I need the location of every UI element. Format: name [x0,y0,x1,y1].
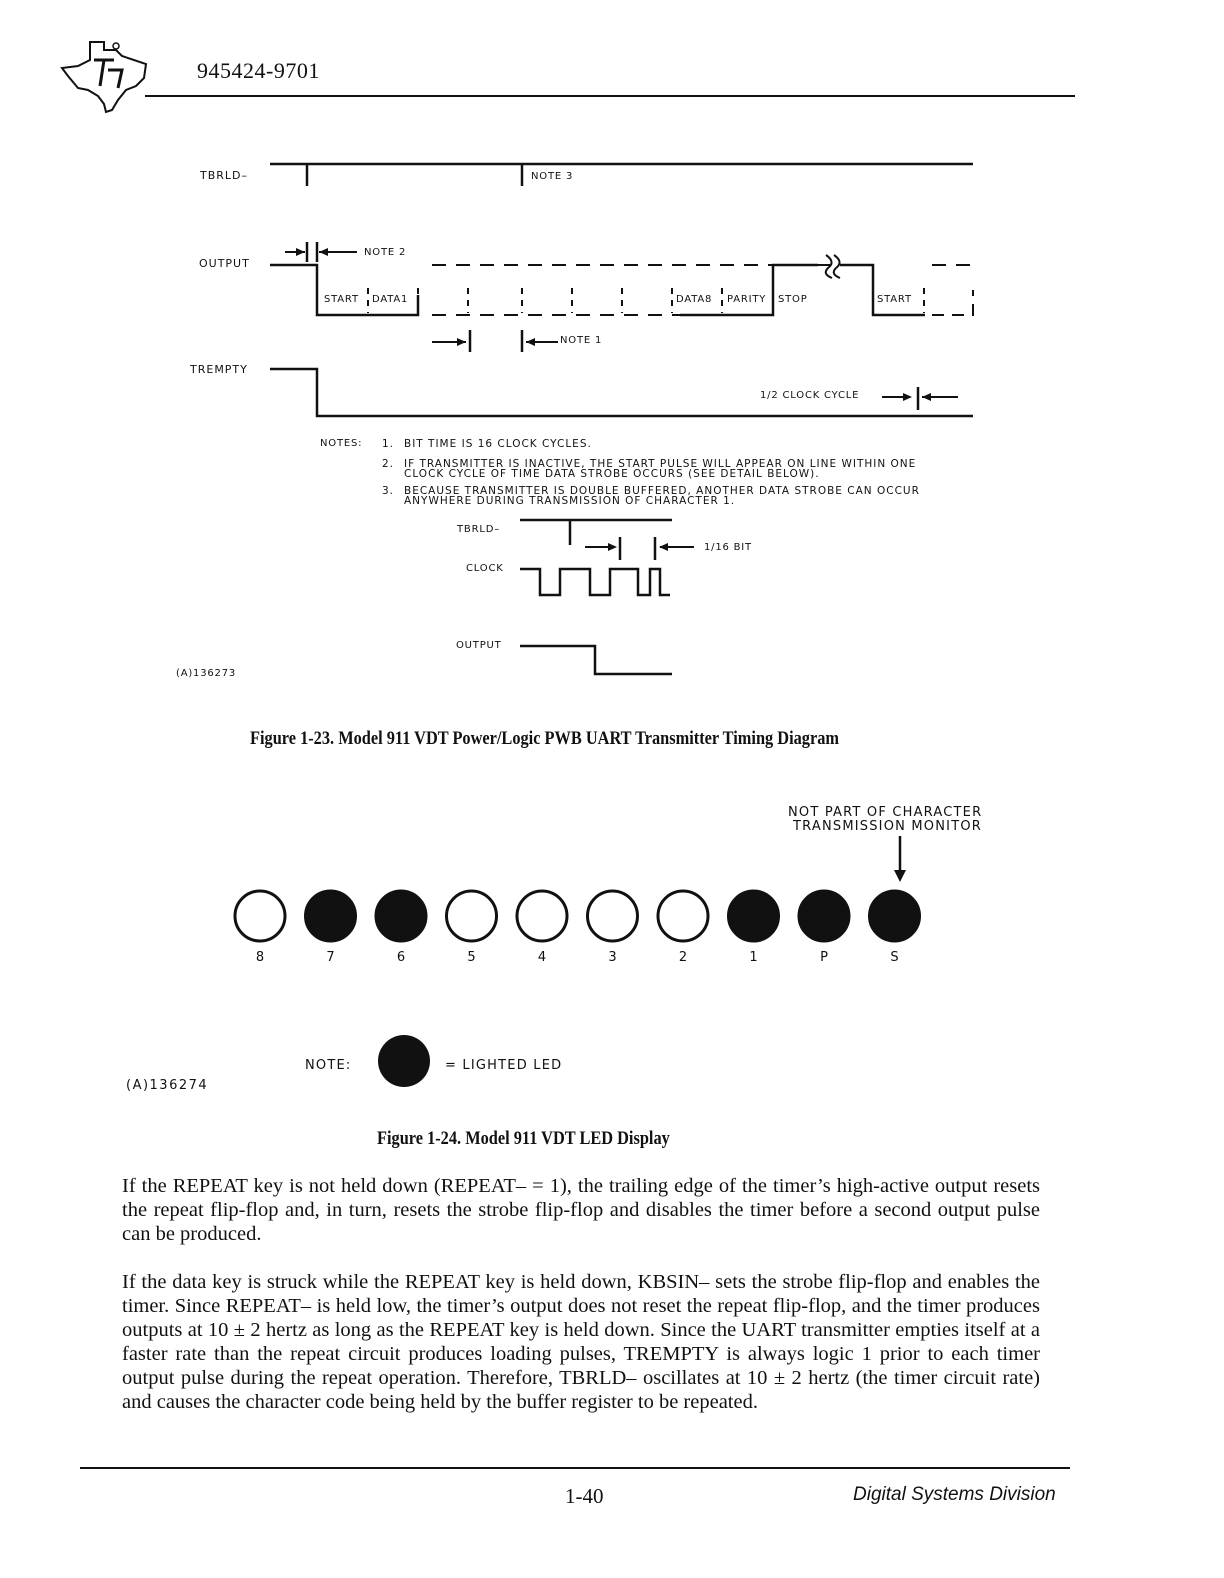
bit-label-start: START [324,294,359,305]
bit-label-data1: DATA1 [372,294,409,305]
footer-rule [80,1467,1070,1469]
led-6-lit [376,891,426,941]
detail-clock-label: CLOCK [466,563,504,574]
led-5-unlit [447,891,497,941]
led-7-lit [306,891,356,941]
led-2-unlit [658,891,708,941]
note-item-2-line-2: CLOCK CYCLE OF TIME DATA STROBE OCCURS (SEE DETAIL BELOW). [404,468,820,480]
signal-label-tbrld: TBRLD– [200,169,249,182]
monitor-note-line-1: NOT PART OF CHARACTER [788,805,983,820]
output-waveform [270,265,418,315]
note-item-3-line-2: ANYWHERE DURING TRANSMISSION OF CHARACTER 1. [404,495,736,507]
led-label-3: 3 [608,950,617,965]
led-label-s: S [890,950,899,965]
detail-output-waveform [520,646,672,674]
page-number: 1-40 [565,1484,604,1508]
notes-label: NOTES: [320,438,363,449]
led-label-8: 8 [255,950,265,965]
led-s-lit [870,891,920,941]
figure-1-24-ref: (A)136274 [126,1078,209,1093]
note1-label: NOTE 1 [560,335,603,346]
led-label-2: 2 [678,950,688,965]
bit-label-parity: PARITY [727,294,767,305]
doc-number: 945424-9701 [197,58,320,83]
led-note-label: NOTE: [305,1058,352,1073]
led-3-unlit [588,891,638,941]
led-p-lit [799,891,849,941]
timing-diagram [0,0,1224,700]
note-item-2-num: 2. [382,458,395,470]
led-label-1: 1 [749,950,758,965]
note-item-1-line-1: BIT TIME IS 16 CLOCK CYCLES. [404,438,592,450]
note-item-1-num: 1. [382,438,395,450]
led-4-unlit [517,891,567,941]
note-item-2-line-1: IF TRANSMITTER IS INACTIVE, THE START PULSE WILL APPEAR ON LINE WITHIN ONE [404,458,917,470]
detail-tbrld-label: TBRLD– [457,524,500,535]
body-paragraph-2: If the data key is struck while the REPEAT key is held down, KBSIN– sets the strobe flip-flop and enables the timer. Since REPEAT– is held low, the timer’s output does not reset the repeat flip-flop, and the timer produces outputs at 10 ± 2 hertz as long as the REPEAT key is held down. Since the UART transmitter empties itself at a faster rate than the repeat circuit produces loading pulses, TREMPTY is always logic 1 prior to each timer output pulse during the repeat operation. Therefore, TBRLD– oscillates at 10 ± 2 hertz (the timer circuit rate) and causes the character code being held by the buffer register to be repeated. [122,1271,1040,1413]
note-item-3-line-1: BECAUSE TRANSMITTER IS DOUBLE BUFFERED, ANOTHER DATA STROBE CAN OCCUR [404,485,920,497]
note2-label: NOTE 2 [364,247,407,258]
led-legend-text: = LIGHTED LED [445,1058,563,1073]
figure-1-23-ref: (A)136273 [176,668,237,679]
half-clock-label: 1/2 CLOCK CYCLE [760,390,860,401]
bit-label-start2: START [877,294,912,305]
bit-label-stop: STOP [778,294,808,305]
signal-label-trempty: TREMPTY [190,363,248,376]
monitor-note-line-2: TRANSMISSION MONITOR [793,819,983,834]
led-row [230,885,940,965]
led-label-7: 7 [326,950,335,965]
led-label-4: 4 [537,950,547,965]
body-paragraph-1: If the REPEAT key is not held down (REPEAT– = 1), the trailing edge of the timer’s high-active output resets the repeat flip-flop and, in turn, resets the strobe flip-flop and disables the timer before a second output pulse can be produced. [122,1175,1040,1245]
led-label-p: P [820,950,828,965]
division-name: Digital Systems Division [853,1484,1056,1505]
led-8-unlit [235,891,285,941]
detail-sixteenth-label: 1/16 BIT [704,542,752,553]
monitor-arrow [890,834,910,884]
lighted-led-legend-icon [376,1033,432,1089]
figure-1-24-caption: Figure 1-24. Model 911 VDT LED Display [377,1128,670,1149]
note3-label: NOTE 3 [531,171,574,182]
figure-1-23-caption: Figure 1-23. Model 911 VDT Power/Logic PWB UART Transmitter Timing Diagram [250,728,840,749]
detail-clock-waveform [520,569,670,595]
bit-label-data8: DATA8 [676,294,713,305]
led-label-6: 6 [396,950,406,965]
note-item-3-num: 3. [382,485,395,497]
led-1-lit [729,891,779,941]
detail-output-label: OUTPUT [456,640,502,651]
led-label-5: 5 [467,950,476,965]
trempty-waveform [270,369,973,416]
signal-label-output: OUTPUT [199,257,250,270]
